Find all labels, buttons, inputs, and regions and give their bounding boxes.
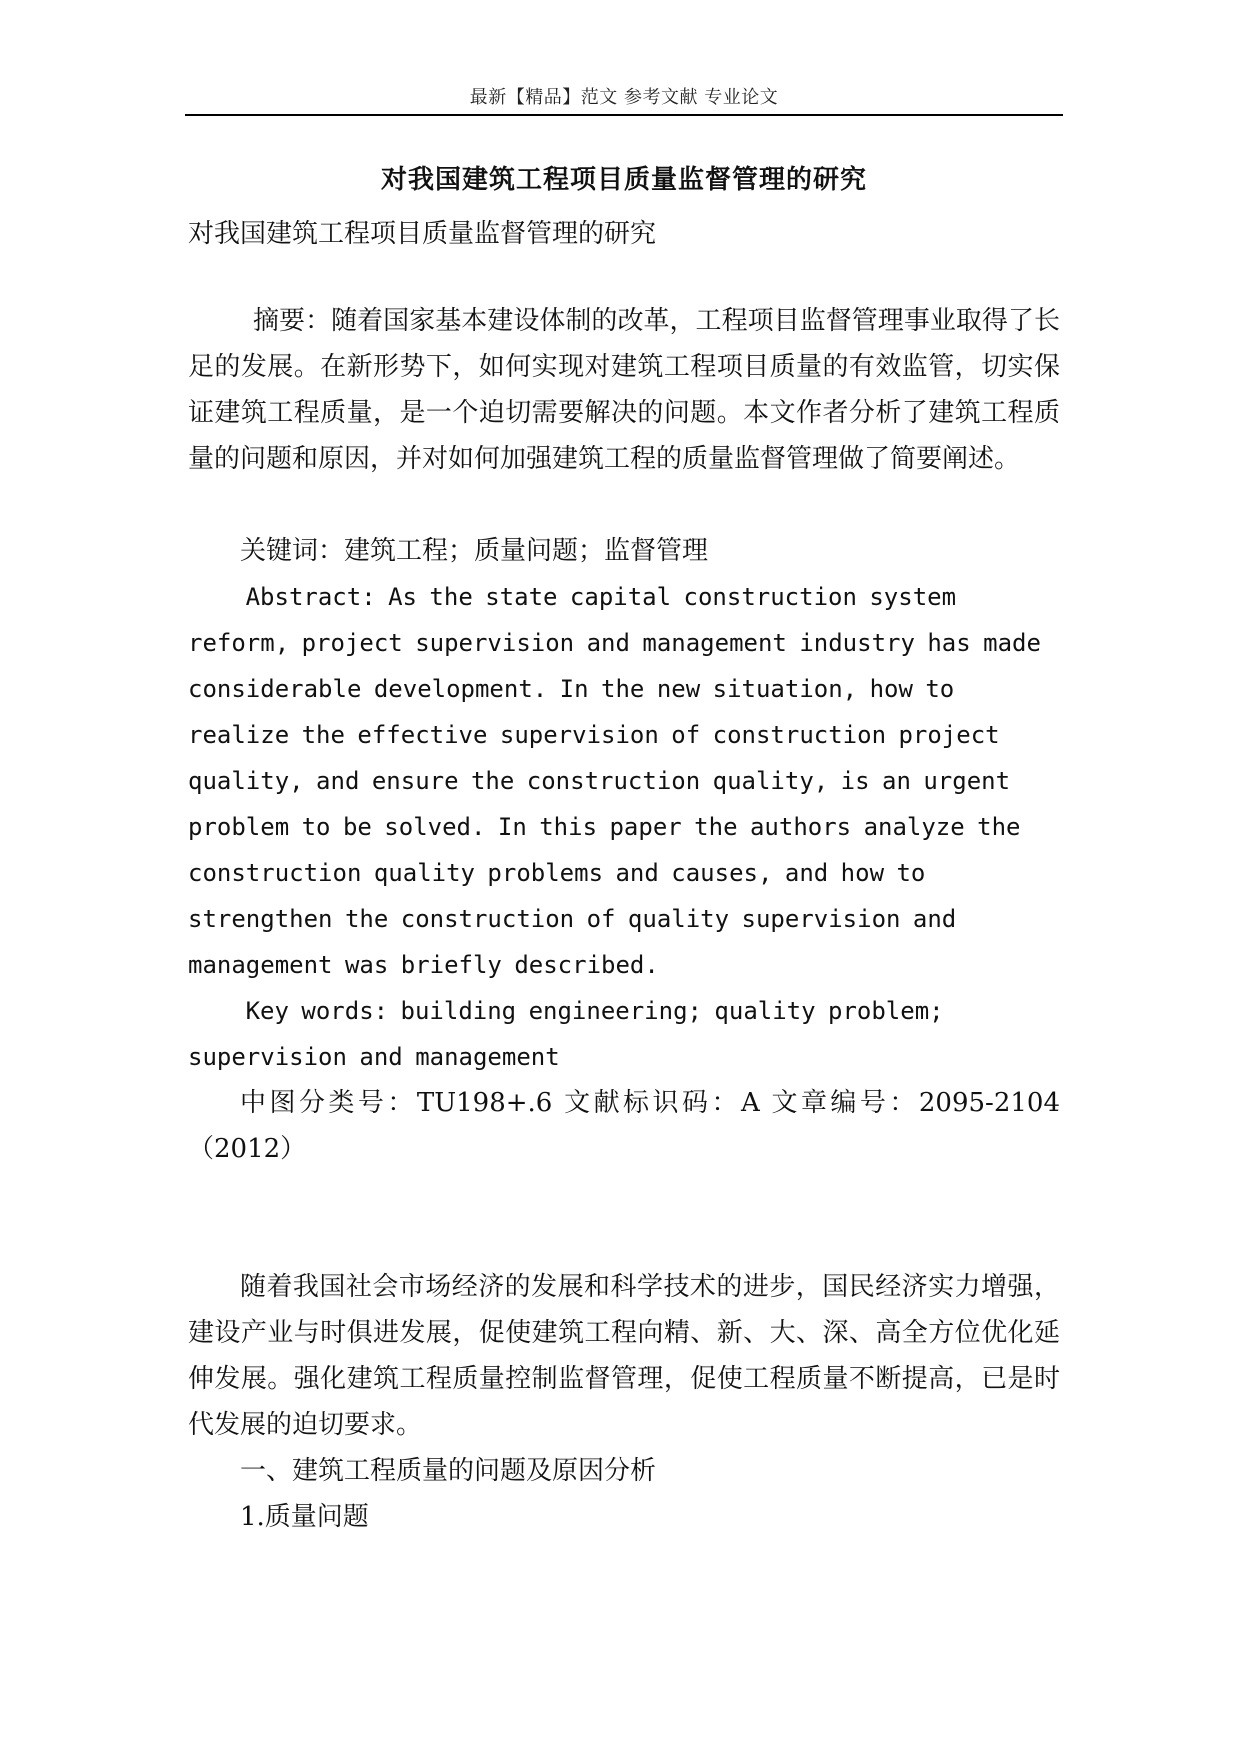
classification-info: 中图分类号：TU198+.6 文献标识码：A 文章编号：2095-2104（2012） [188,1088,1060,1164]
keywords-english: Key words: building engineering; quality problem; supervision and management [188,997,944,1071]
spacer [188,482,1060,528]
subsection-heading-1: 1.质量问题 [240,1502,369,1532]
section-heading-1: 一、建筑工程质量的问题及原因分析 [240,1456,657,1486]
page-header: 最新【精品】范文 参考文献 专业论文 [469,87,779,108]
abstract-english: Abstract: As the state capital construction system reform, project supervision and management industry has made considerable development. In the new situation, how to realize the effective supervision of construction project quality, and ensure the construction quality, is an urgent problem to be solved. In this paper the authors analyze the construction quality problems and causes, and how to strengthen the construction of quality supervision and management was briefly described. [188,583,1041,979]
spacer [188,1172,1060,1264]
header-divider [185,114,1063,116]
document-subtitle: 对我国建筑工程项目质量监督管理的研究 [188,219,657,249]
keywords-chinese: 关键词：建筑工程；质量问题；监督管理 [240,536,709,566]
document-title: 对我国建筑工程项目质量监督管理的研究 [380,165,867,195]
document-body [188,160,1060,1540]
introduction-paragraph: 随着我国社会市场经济的发展和科学技术的进步，国民经济实力增强，建设产业与时俱进发展，促使建筑工程向精、新、大、深、高全方位优化延伸发展。强化建筑工程质量控制监督管理，促使工程质量不断提高，已是时代发展的迫切要求。 [188,1272,1060,1440]
abstract-chinese: 摘要：随着国家基本建设体制的改革，工程项目监督管理事业取得了长足的发展。在新形势下，如何实现对建筑工程项目质量的有效监管，切实保证建筑工程质量，是一个迫切需要解决的问题。本文作者分析了建筑工程质量的问题和原因，并对如何加强建筑工程的质量监督管理做了简要阐述。 [188,306,1060,474]
